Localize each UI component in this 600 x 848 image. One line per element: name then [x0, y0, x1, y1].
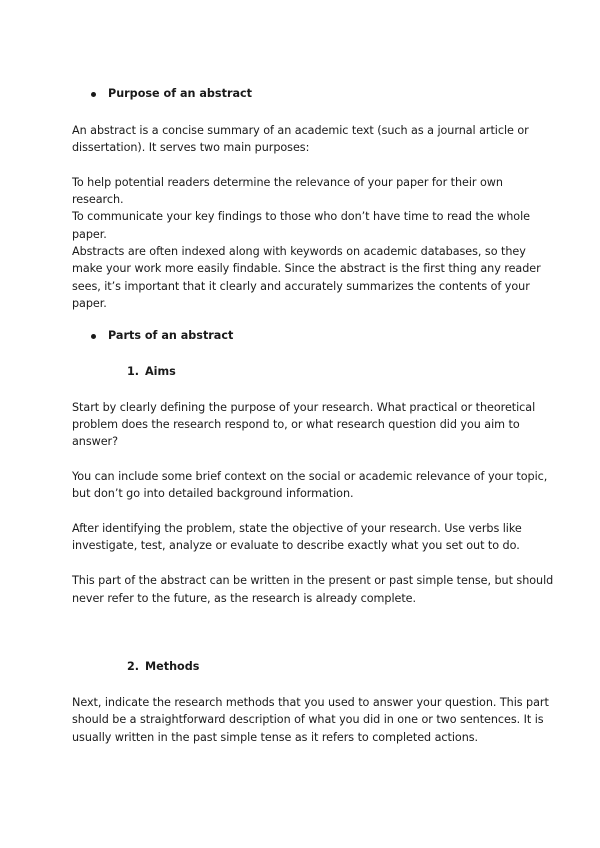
text-line: Start by clearly defining the purpose of your research. What practical or theoretical — [72, 401, 536, 414]
text-line: You can include some brief context on the social or academic relevance of your topic, — [72, 470, 548, 483]
bullet-icon — [91, 334, 96, 339]
text-line: problem does the research respond to, or what research question did you aim to — [72, 418, 520, 431]
text-line: investigate, test, analyze or evaluate to describe exactly what you set out to do. — [72, 539, 520, 552]
text-line: This part of the abstract can be written in the present or past simple tense, but should — [72, 574, 554, 587]
list-number: 1. — [127, 365, 140, 378]
text-line: never refer to the future, as the research is already complete. — [72, 592, 417, 605]
text-line: sees, it’s important that it clearly and accurately summarizes the contents of your — [72, 280, 530, 293]
text-line: research. — [72, 193, 124, 206]
text-line: make your work more easily findable. Since the abstract is the first thing any reader — [72, 262, 541, 275]
text-line: To help potential readers determine the relevance of your paper for their own — [72, 176, 503, 189]
list-number: 2. — [127, 660, 140, 673]
text-line: answer? — [72, 435, 118, 448]
bullet-icon — [91, 92, 96, 97]
text-line: paper. — [72, 228, 107, 241]
text-line: An abstract is a concise summary of an academic text (such as a journal article or — [72, 124, 529, 137]
heading-methods: Methods — [145, 660, 200, 673]
heading-parts: Parts of an abstract — [108, 329, 234, 342]
heading-purpose: Purpose of an abstract — [108, 87, 252, 100]
text-line: After identifying the problem, state the objective of your research. Use verbs like — [72, 522, 522, 535]
text-line: usually written in the past simple tense as it refers to completed actions. — [72, 731, 479, 744]
text-line: but don’t go into detailed background information. — [72, 487, 354, 500]
text-line: should be a straightforward description of what you did in one or two sentences. It is — [72, 713, 544, 726]
text-line: To communicate your key findings to those who don’t have time to read the whole — [72, 210, 530, 223]
text-line: Abstracts are often indexed along with keywords on academic databases, so they — [72, 245, 526, 258]
text-line: Next, indicate the research methods that you used to answer your question. This part — [72, 696, 549, 709]
text-line: dissertation). It serves two main purposes: — [72, 141, 310, 154]
text-line: paper. — [72, 297, 107, 310]
heading-aims: Aims — [145, 365, 176, 378]
